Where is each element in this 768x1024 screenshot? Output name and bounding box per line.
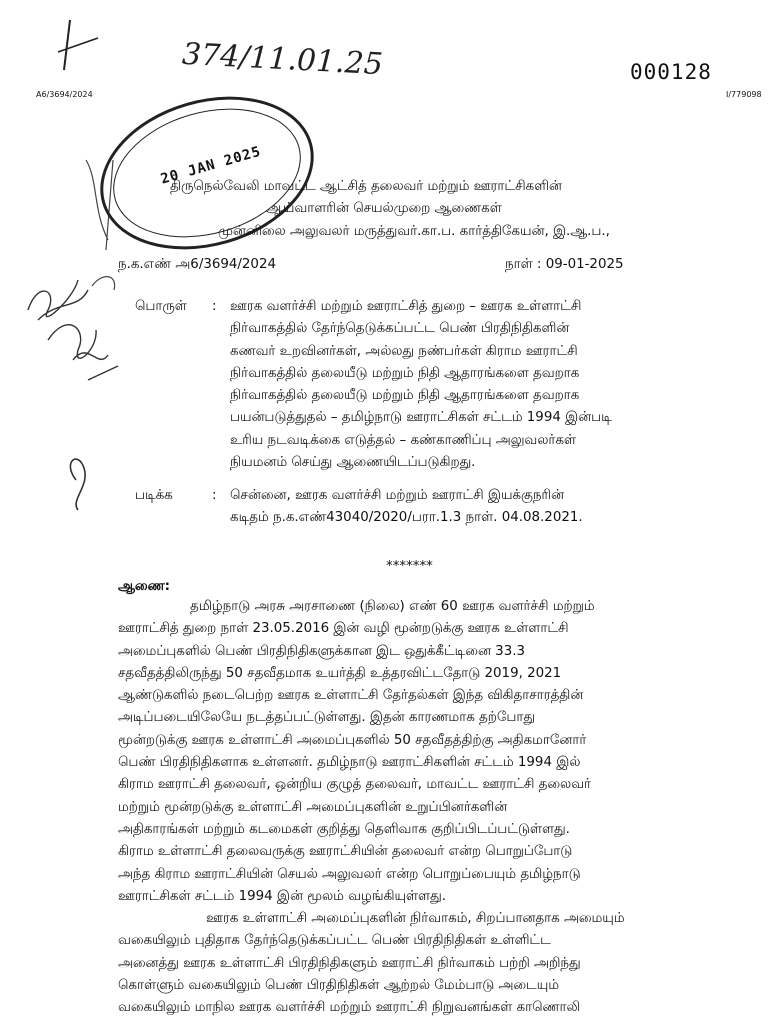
- handwritten-margin-notes: [18, 10, 128, 530]
- reference-code-left: A6/3694/2024: [36, 90, 93, 99]
- subject-line: பயன்படுத்துதல் – தமிழ்நாடு ஊராட்சிகள் சட்டம் 1994 இன்படி: [230, 410, 612, 426]
- section-separator: *******: [386, 559, 433, 574]
- paragraph-line: கிராம உள்ளாட்சி தலைவருக்கு ஊராட்சியின் தலைவர் என்ற பொறுப்போடு: [118, 844, 573, 860]
- header-line-3: முன்னிலை அலுவலர் மருத்துவர்.கா.ப. கார்த்திகேயன், இ.ஆ.ப.,: [218, 224, 610, 239]
- subject-line: உரிய நடவடிக்கை எடுத்தல் – கண்காணிப்பு அலுவலர்கள்: [230, 432, 576, 448]
- paragraph-line: அனைத்து ஊரக உள்ளாட்சி பிரதிநிதிகளும் ஊராட்சி நிர்வாகம் பற்றி அறிந்து: [118, 955, 581, 971]
- reading-line: கடிதம் ந.க.எண்43040/2020/பரா.1.3 நாள். 04.08.2021.: [230, 510, 583, 526]
- header-line-1: திருநெல்வேலி மாவட்ட ஆட்சித் தலைவர் மற்றும் ஊராட்சிகளின்: [170, 179, 562, 194]
- reading-line: சென்னை, ஊரக வளர்ச்சி மற்றும் ஊராட்சி இயக்குநரின்: [230, 488, 565, 503]
- order-paragraph-1: [118, 596, 658, 908]
- seal-date: 20 JAN 2025: [158, 143, 264, 188]
- paragraph-line: அந்த கிராம ஊராட்சியின் செயல் அலுவலர் என்ற பொறுப்பையும் தமிழ்நாடு: [118, 866, 581, 882]
- paragraph-line: கொள்ளும் வகையிலும் பெண் பிரதிநிதிகள் ஆற்றல் மேம்பாடு அடையும்: [118, 977, 559, 993]
- reading-colon: :: [212, 488, 217, 503]
- subject-line: ஊரக வளர்ச்சி மற்றும் ஊராட்சித் துறை – ஊரக உள்ளாட்சி: [230, 299, 582, 314]
- reference-code-right: I/779098: [726, 90, 762, 99]
- paragraph-line: மூன்றடுக்கு ஊரக உள்ளாட்சி அமைப்புகளில் 50 சதவீதத்திற்கு அதிகமானோர்: [118, 732, 587, 748]
- paragraph-line: வகையிலும் மாநில ஊரக வளர்ச்சி மற்றும் ஊராட்சி நிறுவனங்கள் காணொலி: [118, 1000, 581, 1016]
- paragraph-line: ஊராட்சிகள் சட்டம் 1994 இன் மூலம் வழங்கியுள்ளது.: [118, 888, 446, 904]
- subject-line: நிர்வாகத்தில் தலையீடு மற்றும் நிதி ஆதாரங்களை தவறாக: [230, 388, 580, 404]
- subject-text: [230, 296, 658, 474]
- paragraph-line: ஊராட்சித் துறை நாள் 23.05.2016 இன் வழி மூன்றடுக்கு ஊரக உள்ளாட்சி: [118, 621, 569, 637]
- serial-number: 000128: [630, 60, 712, 84]
- subject-line: கணவர் உறவினர்கள், அல்லது நண்பர்கள் கிராம ஊராட்சி: [230, 343, 578, 359]
- subject-label: பொருள்: [135, 299, 187, 314]
- subject-line: நியமனம் செய்து ஆணையிடப்படுகிறது.: [230, 455, 476, 471]
- paragraph-line: மற்றும் மூன்றடுக்கு உள்ளாட்சி அமைப்புகளின் உறுப்பினர்களின்: [118, 799, 508, 815]
- reading-text: [230, 485, 658, 530]
- paragraph-line: தமிழ்நாடு அரசு அரசாணை (நிலை) எண் 60 ஊரக வளர்ச்சி மற்றும்: [190, 599, 595, 614]
- reading-label: படிக்க: [135, 488, 173, 503]
- subject-line: நிர்வாகத்தில் தேர்ந்தெடுக்கப்பட்ட பெண் பிரதிநிதிகளின்: [230, 321, 570, 337]
- paragraph-line: அடிப்படையிலேயே நடத்தப்பட்டுள்ளது. இதன் காரணமாக தற்போது: [118, 710, 535, 726]
- reference-date: நாள் : 09-01-2025: [505, 257, 624, 272]
- order-paragraph-2: [118, 908, 658, 1019]
- paragraph-line: பெண் பிரதிநிதிகளாக உள்ளனர். தமிழ்நாடு ஊராட்சிகளின் சட்டம் 1994 இல்: [118, 755, 581, 771]
- order-label: ஆணை:: [118, 579, 170, 594]
- handwritten-receipt-number: 374/11.01.25: [181, 36, 384, 83]
- subject-colon: :: [212, 299, 217, 314]
- paragraph-line: ஆண்டுகளில் நடைபெற்ற ஊரக உள்ளாட்சி தேர்தல்கள் இந்த விகிதாசாரத்தின்: [118, 688, 584, 704]
- subject-line: நிர்வாகத்தில் தலையீடு மற்றும் நிதி ஆதாரங்களை தவறாக: [230, 365, 580, 381]
- reference-number: ந.க.எண் அ6/3694/2024: [118, 257, 276, 272]
- paragraph-line: சதவீதத்திலிருந்து 50 சதவீதமாக உயர்த்தி உத்தரவிட்டதோடு 2019, 2021: [118, 665, 562, 681]
- paragraph-line: ஊரக உள்ளாட்சி அமைப்புகளின் நிர்வாகம், சிறப்பானதாக அமையும்: [206, 911, 625, 926]
- paragraph-line: அமைப்புகளில் பெண் பிரதிநிதிகளுக்கான இட ஒதுக்கீட்டினை 33.3: [118, 643, 525, 659]
- header-line-2: ஆய்வாளரின் செயல்முறை ஆணைகள்: [266, 201, 502, 216]
- paragraph-line: வகையிலும் புதிதாக தேர்ந்தெடுக்கப்பட்ட பெண் பிரதிநிதிகள் உள்ளிட்ட: [118, 933, 551, 949]
- paragraph-line: கிராம ஊராட்சி தலைவர், ஒன்றிய குழுத் தலைவர், மாவட்ட ஊராட்சி தலைவர்: [118, 777, 591, 793]
- paragraph-line: அதிகாரங்கள் மற்றும் கடமைகள் குறித்து தெளிவாக குறிப்பிடப்பட்டுள்ளது.: [118, 821, 570, 837]
